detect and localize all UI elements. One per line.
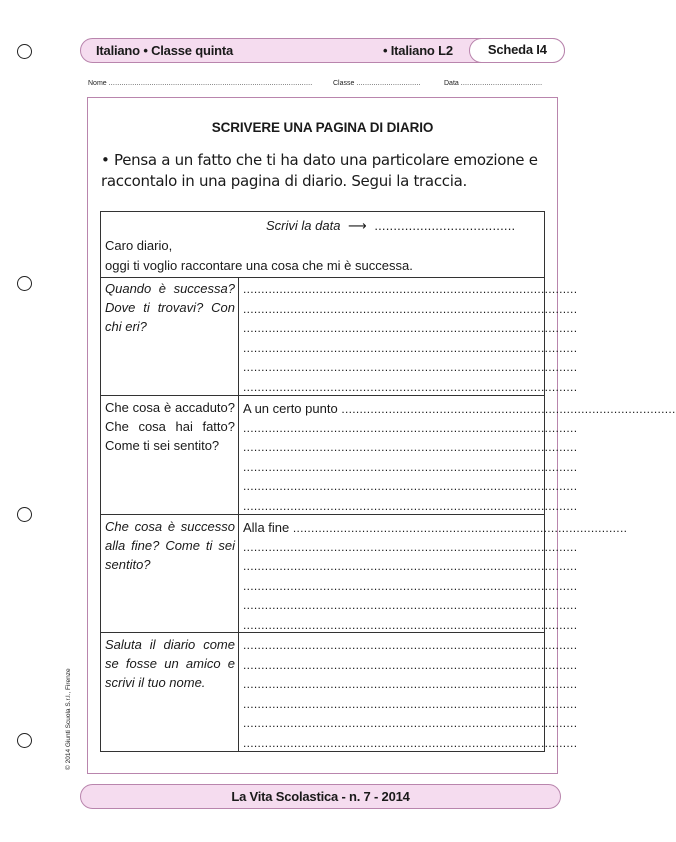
writing-line: Alla fine ............................................................................................ <box>243 520 628 535</box>
name-dotted-line: ............................................................................................... <box>108 80 313 87</box>
diary-intro-row <box>101 212 544 278</box>
binder-hole <box>17 276 32 291</box>
greeting-line-1: Caro diario, <box>105 238 173 253</box>
section-question: Quando è successa? Dove ti trovavi? Con chi eri? <box>105 281 235 334</box>
writing-line: ............................................................................................ <box>243 735 578 750</box>
date-dotted-line: ...................................... <box>460 80 543 87</box>
binder-hole <box>17 733 32 748</box>
diary-section-when <box>101 277 578 396</box>
subject-label: Italiano • Classe quinta <box>96 43 234 58</box>
writing-line: ............................................................................................ <box>243 696 578 711</box>
writing-line: ............................................................................................ <box>243 598 578 612</box>
writing-line: ............................................................................................ <box>243 638 578 652</box>
name-field <box>88 80 312 87</box>
writing-line: ............................................................................................ <box>243 559 578 573</box>
name-label: Nome <box>88 80 107 87</box>
writing-line: ............................................................................................ <box>243 360 578 374</box>
writing-line: ............................................................................................ <box>243 677 578 691</box>
diary-section-goodbye <box>101 633 578 751</box>
column-divider <box>238 277 239 395</box>
writing-line: ............................................................................................ <box>243 539 578 554</box>
footer-text: La Vita Scolastica - n. 7 - 2014 <box>231 789 410 804</box>
section-question: Saluta il diario come se fosse un amico e scrivi il tuo nome. <box>105 637 235 690</box>
writing-line: ............................................................................................ <box>243 716 578 730</box>
writing-line: ............................................................................................ <box>243 617 578 632</box>
writing-lines <box>243 518 628 635</box>
class-dotted-line: .............................. <box>356 80 421 87</box>
class-field <box>333 80 421 87</box>
writing-line: ............................................................................................ <box>243 479 578 493</box>
binder-hole <box>17 507 32 522</box>
writing-line: ............................................................................................ <box>243 321 578 335</box>
writing-line: ............................................................................................ <box>243 340 578 355</box>
writing-line: ............................................................................................ <box>243 301 578 316</box>
date-prompt-label: Scrivi la data <box>266 218 341 233</box>
writing-line: ............................................................................................ <box>243 498 578 513</box>
diary-section-ending <box>101 515 628 633</box>
diary-greeting <box>105 236 413 276</box>
writing-line: A un certo punto ............................................................................................ <box>243 401 676 416</box>
writing-lines <box>243 636 578 753</box>
writing-line: ............................................................................................ <box>243 657 578 672</box>
date-label: Data <box>444 80 459 87</box>
writing-line: ............................................................................................ <box>243 282 578 296</box>
writing-lines <box>243 280 578 397</box>
column-divider <box>238 633 239 751</box>
level-label: • Italiano L2 <box>383 43 453 58</box>
writing-lines <box>243 399 676 516</box>
diary-table <box>100 211 676 752</box>
column-divider <box>238 396 239 514</box>
writing-line: ............................................................................................ <box>243 459 578 474</box>
date-write-line: ..................................... <box>374 218 516 233</box>
date-prompt <box>266 218 515 234</box>
instruction-text: • Pensa a un fatto che ti ha dato una particolare emozione e raccontalo in una pagina di diario. Segui la traccia. <box>101 151 538 190</box>
class-label: Classe <box>333 80 355 87</box>
page-title: SCRIVERE UNA PAGINA DI DIARIO <box>211 120 434 135</box>
copyright-note: © 2014 Giunti Scuola S.r.l., Firenze <box>65 668 72 770</box>
diary-section-what-happened <box>101 396 676 515</box>
date-field <box>444 80 542 87</box>
column-divider <box>238 515 239 632</box>
section-question: Che cosa è successo alla fine? Come ti sei sentito? <box>105 519 235 572</box>
writing-line: ............................................................................................ <box>243 578 578 593</box>
arrow-right-icon: ⟶ <box>348 218 367 233</box>
section-lead: Alla fine <box>243 520 290 535</box>
binder-hole <box>17 44 32 59</box>
section-question: Che cosa è accaduto? Che cosa hai fatto? Come ti sei sentito? <box>105 400 235 453</box>
greeting-line-2: oggi ti voglio raccontare una cosa che mi è successa. <box>105 258 413 273</box>
header-bar <box>80 38 565 63</box>
footer-bar <box>80 784 561 809</box>
section-lead: A un certo punto <box>243 401 338 416</box>
writing-line: ............................................................................................ <box>243 440 578 454</box>
writing-line: ............................................................................................ <box>243 379 578 394</box>
writing-line: ............................................................................................ <box>243 420 578 435</box>
sheet-tab: Scheda I4 <box>469 38 565 63</box>
